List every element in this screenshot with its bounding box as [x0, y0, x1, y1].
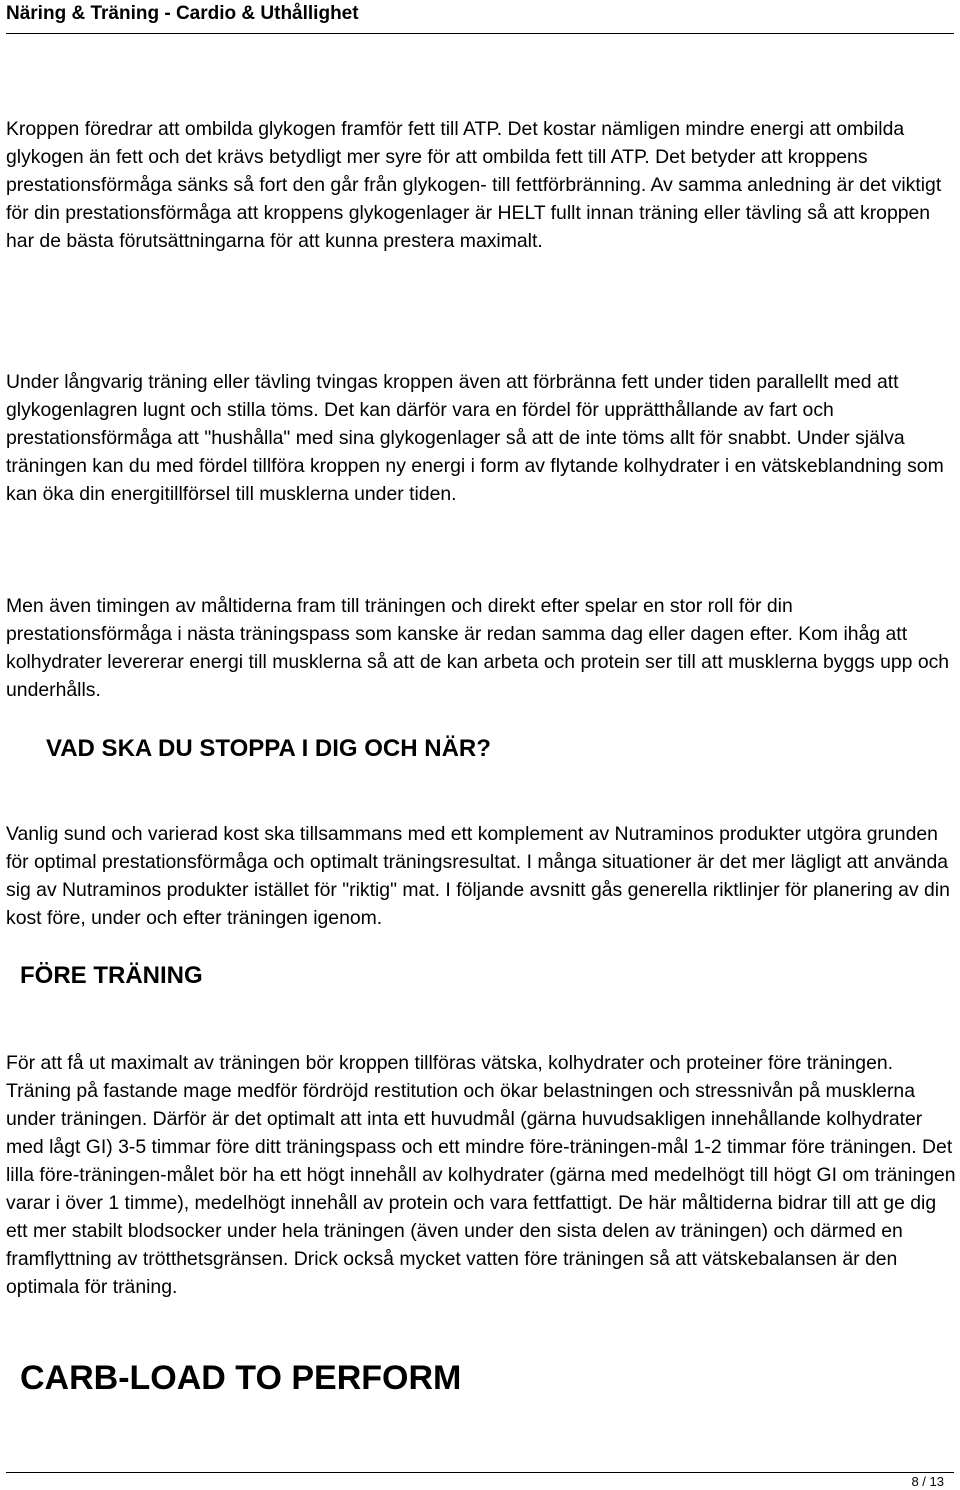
header-divider: [6, 33, 954, 34]
paragraph-glycogen-preference: Kroppen föredrar att ombilda glykogen framför fett till ATP. Det kostar nämligen mindre energi att ombilda glykogen än fett och det krävs betydligt mer syre för att ombilda fett till ATP. Det betyder att kroppens prestationsförmåga sänks så fort den går från glykogen- till fettförbränning. Av samma anledning är det viktigt för din prestationsförmåga att kroppens glykogenlager är HELT fullt innan träning eller tävling så att kroppen har de bästa förutsättningarna för att kunna prestera maximalt.: [6, 118, 942, 252]
heading-carb-load: CARB-LOAD TO PERFORM: [20, 1359, 462, 1397]
footer-divider: [6, 1472, 954, 1473]
heading-stop-when: VAD SKA DU STOPPA I DIG OCH NÄR?: [46, 735, 491, 762]
page-number: 8 / 13: [911, 1474, 944, 1489]
paragraph-meal-timing: Men även timingen av måltiderna fram till träningen och direkt efter spelar en stor roll för din prestationsförmåga i nästa träningspass som kanske är redan samma dag eller dagen efter. Kom ihåg att kolhydrater levererar energi till musklerna så att de kan arbeta och protein ser till att musklerna byggs upp och underhålls.: [6, 595, 950, 701]
paragraph-before-training: För att få ut maximalt av träningen bör kroppen tillföras vätska, kolhydrater och proteiner före träningen. Träning på fastande mage medför fördröjd restitution och ökar belastningen och stressnivån på musklerna under träningen. Därför är det optimalt att inta ett huvudmål (gärna huvudsakligen innehållande kolhydrater med lågt GI) 3-5 timmar före ditt träningspass och ett mindre före-träningen-mål 1-2 timmar före träningen. Det lilla före-träningen-målet bör ha ett högt innehåll av kolhydrater (gärna med medelhögt till högt GI om träningen varar i över 1 timme), medelhögt innehåll av protein och vara fettfattigt. De här måltiderna bidrar till att ge dig ett mer stabilt blodsocker under hela träningen (även under den sista delen av träningen) och därmed en framflyttning av trötthetsgränsen. Drick också mycket vatten före träningen så att vätskebalansen är den optimala för träning.: [6, 1052, 956, 1298]
paragraph-varied-diet: Vanlig sund och varierad kost ska tillsammans med ett komplement av Nutraminos produkter utgöra grunden för optimal prestationsförmåga och optimalt träningsresultat. I många situationer är det mer lägligt att använda sig av Nutraminos produkter istället för "riktig" mat. I följande avsnitt gås generella riktlinjer för planering av din kost före, under och efter träningen igenom.: [6, 823, 950, 929]
heading-before-training: FÖRE TRÄNING: [20, 962, 203, 989]
paragraph-long-training: Under långvarig träning eller tävling tvingas kroppen även att förbränna fett under tiden parallellt med att glykogenlagren lugnt och stilla töms. Det kan därför vara en fördel för upprätthållande av fart och prestationsförmåga att "hushålla" med sina glykogenlager så att de inte töms allt för snabbt. Under själva träningen kan du med fördel tillföra kroppen ny energi i form av flytande kolhydrater i en vätskeblandning som kan öka din energitillförsel till musklerna under tiden.: [6, 371, 944, 505]
page-header-title: Näring & Träning - Cardio & Uthållighet: [6, 3, 359, 24]
